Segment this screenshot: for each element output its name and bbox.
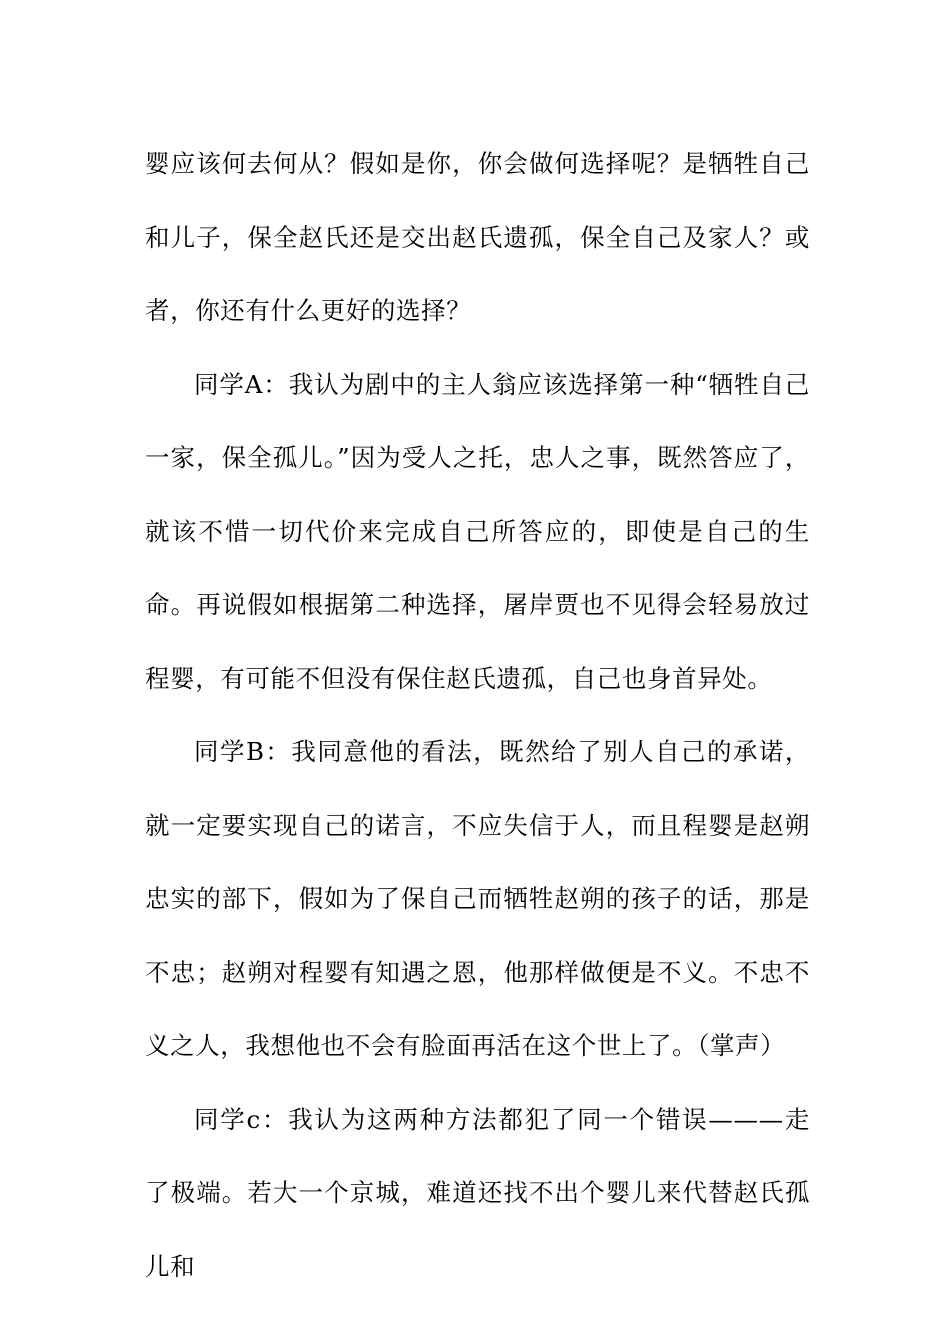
paragraph-continuation: 婴应该何去何从？假如是你，你会做何选择呢？是牺牲自己和儿子，保全赵氏还是交出赵氏遗孤，保全自己及家人？或者，你还有什么更好的选择？: [145, 149, 810, 325]
paragraph-student-b: 同学B：我同意他的看法，既然给了别人自己的承诺，就一定要实现自己的诺言，不应失信于人，而且程婴是赵朔忠实的部下，假如为了保自己而牺牲赵朔的孩子的话，那是不忠；赵朔对程婴有知遇之恩，他那样做便是不义。不忠不义之人，我想他也不会有脸面再活在这个世上了。（掌声）: [145, 737, 810, 1060]
document-body: [145, 127, 810, 1303]
paragraph-student-a: 同学A：我认为剧中的主人翁应该选择第一种“牺牲自己一家，保全孤儿。”因为受人之托，忠人之事，既然答应了，就该不惜一切代价来完成自己所答应的，即使是自己的生命。再说假如根据第二种选择，屠岸贾也不见得会轻易放过程婴，有可能不但没有保住赵氏遗孤，自己也身首异处。: [145, 369, 810, 693]
paragraph-student-c: 同学c：我认为这两种方法都犯了同一个错误———走了极端。若大一个京城，难道还找不出个婴儿来代替赵氏孤儿和: [145, 1104, 810, 1281]
